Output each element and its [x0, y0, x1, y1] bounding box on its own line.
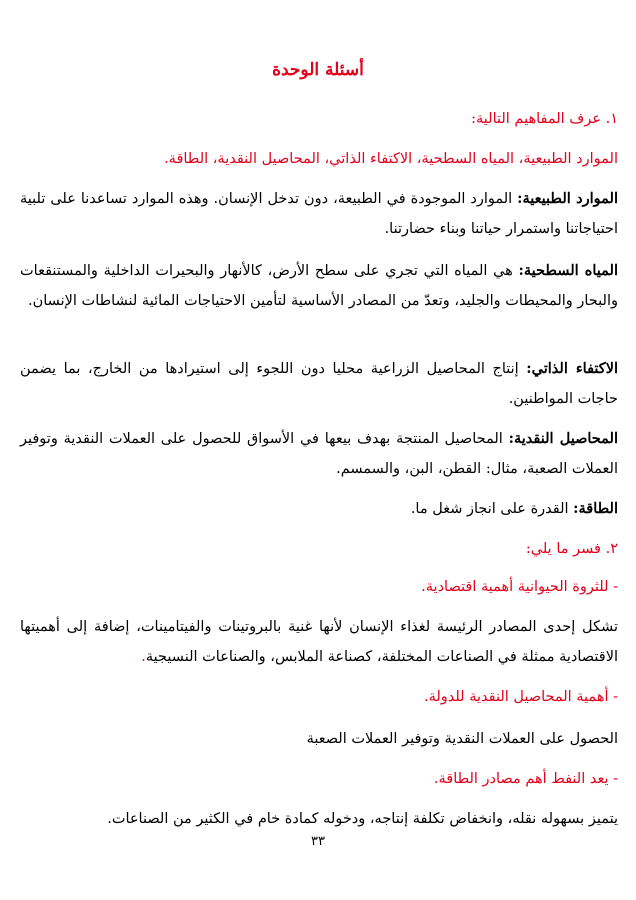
- page-number: ٣٣: [311, 834, 325, 849]
- definition-term: الاكتفاء الذاتي:: [526, 360, 618, 377]
- answer-oil: يتميز بسهوله نقله، وانخفاض تكلفة إنتاجه، ودخوله كمادة خام في الكثير من الصناعات.: [107, 811, 618, 827]
- answer-cash-crops: الحصول على العملات النقدية وتوفير العملات الصعبة: [306, 731, 618, 747]
- question-cash-crops: - أهمية المحاصيل النقدية للدولة.: [423, 689, 618, 705]
- definition-surface-water: [20, 256, 618, 316]
- definition-term: المياه السطحية:: [518, 262, 618, 279]
- answer-text: تشكل إحدى المصادر الرئيسة لغذاء الإنسان لأنها غنية بالبروتينات والفيتامينات، إضافة إلى أهميتها الاقتصادية ممثلة في الصناعات المختلفة، كصناعة الملابس، والصناعات النسيجية: [20, 619, 618, 665]
- question-oil: - يعد النفط أهم مصادر الطاقة.: [433, 771, 618, 787]
- definition-text: المحاصيل المنتجة بهدف بيعها في الأسواق للحصول على العملات النقدية وتوفير العملات الصعبة، مثال: القطن، البن، والسمسم.: [20, 431, 618, 477]
- definition-energy: [20, 494, 618, 524]
- definition-term: الموارد الطبيعية:: [517, 190, 618, 207]
- definition-text: الموارد الموجودة في الطبيعة، دون تدخل الإنسان. وهذه الموارد تساعدنا على تلبية احتياجاتنا واستمرار حياتنا وبناء حضارتنا.: [20, 191, 618, 237]
- answer-end: .: [141, 649, 146, 665]
- concepts-list: الموارد الطبيعية، المياه السطحية، الاكتفاء الذاتي، المحاصيل النقدية، الطاقة.: [164, 151, 618, 167]
- definition-text: هي المياه التي تجري على سطح الأرض، كالأنهار والبحيرات الداخلية والمستنقعات والبحار والمحيطات والجليد، وتعدّ من المصادر الأساسية لتأمين الاحتياجات المائية لنشاطات الإنسان.: [20, 263, 618, 309]
- question-livestock: - للثروة الحيوانية أهمية اقتصادية.: [421, 579, 618, 595]
- page-title: أسئلة الوحدة: [272, 60, 364, 80]
- definition-term: المحاصيل النقدية:: [508, 430, 618, 447]
- definition-cash-crops: [20, 424, 618, 484]
- definition-term: الطاقة:: [573, 500, 618, 517]
- definition-natural-resources: [20, 184, 618, 244]
- question-1-heading: ١. عرف المفاهيم التالية:: [471, 111, 618, 127]
- answer-livestock: [20, 612, 618, 672]
- definition-text: إنتاج المحاصيل الزراعية محليا دون اللجوء إلى استيرادها من الخارج، بما يضمن حاجات المواطنين.: [20, 361, 618, 407]
- definition-self-sufficiency: [20, 354, 618, 414]
- definition-text: القدرة على انجاز شغل ما.: [410, 501, 574, 517]
- question-2-heading: ٢. فسر ما يلي:: [525, 541, 618, 557]
